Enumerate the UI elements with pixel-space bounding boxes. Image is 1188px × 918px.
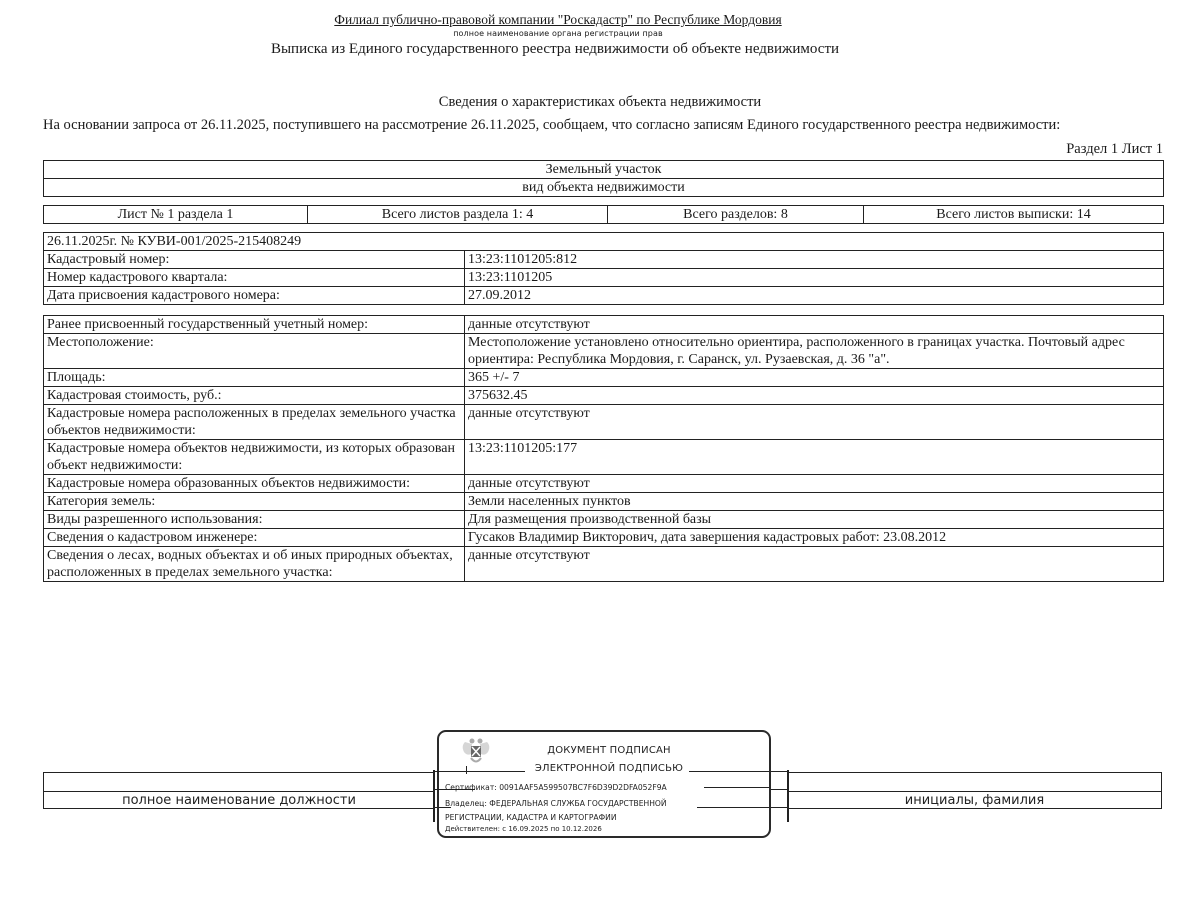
coat-of-arms-emblem-icon bbox=[459, 736, 493, 766]
row-label: Кадастровые номера расположенных в пределах земельного участка объектов недвижимости: bbox=[44, 405, 465, 440]
table-row bbox=[44, 529, 1164, 547]
object-type-value: Земельный участок bbox=[44, 161, 1164, 179]
row-label: Дата присвоения кадастрового номера: bbox=[44, 287, 465, 305]
position-caption: полное наименование должности bbox=[122, 793, 356, 808]
row-value: данные отсутствуют bbox=[465, 405, 1164, 440]
row-value: Для размещения производственной базы bbox=[465, 511, 1164, 529]
table-row bbox=[44, 251, 1164, 269]
row-label: Кадастровые номера объектов недвижимости, из которых образован объект недвижимости: bbox=[44, 440, 465, 475]
stamp-title-line2: ЭЛЕКТРОННОЙ ПОДПИСЬЮ bbox=[534, 763, 684, 774]
stamp-owner-line2: РЕГИСТРАЦИИ, КАДАСТРА И КАРТОГРАФИИ bbox=[445, 813, 617, 822]
registration-authority-name: Филиал публично-правовой компании "Роскадастр" по Республике Мордовия bbox=[334, 12, 782, 27]
table-row bbox=[44, 440, 1164, 475]
section-title: Сведения о характеристиках объекта недвижимости bbox=[438, 94, 762, 110]
pages-info-table bbox=[43, 205, 1164, 224]
row-label: Категория земель: bbox=[44, 493, 465, 511]
row-label: Номер кадастрового квартала: bbox=[44, 269, 465, 287]
row-value: 13:23:1101205:177 bbox=[465, 440, 1164, 475]
stamp-certificate: Сертификат: 0091AAF5A599507BC7F6D39D2DFA052F9A bbox=[445, 783, 667, 792]
row-label: Виды разрешенного использования: bbox=[44, 511, 465, 529]
stamp-owner-line1: Владелец: ФЕДЕРАЛЬНАЯ СЛУЖБА ГОСУДАРСТВЕННОЙ bbox=[445, 799, 667, 808]
row-label: Местоположение: bbox=[44, 334, 465, 369]
row-label: Кадастровый номер: bbox=[44, 251, 465, 269]
sheet-number: Лист № 1 раздела 1 bbox=[44, 206, 308, 224]
position-signature-field bbox=[43, 772, 435, 809]
document-title: Выписка из Единого государственного реестра недвижимости об объекте недвижимости bbox=[270, 41, 840, 57]
table-row bbox=[44, 387, 1164, 405]
table-row bbox=[44, 493, 1164, 511]
table-row bbox=[44, 369, 1164, 387]
stamp-title-line1: ДОКУМЕНТ ПОДПИСАН bbox=[547, 745, 671, 756]
request-basis-text: На основании запроса от 26.11.2025, поступившего на рассмотрение 26.11.2025, сообщаем, что согласно записям Единого государственного реестра недвижимости: bbox=[43, 117, 1061, 133]
row-label: Площадь: bbox=[44, 369, 465, 387]
name-caption: инициалы, фамилия bbox=[904, 793, 1045, 808]
row-label: Кадастровые номера образованных объектов недвижимости: bbox=[44, 475, 465, 493]
request-reference: 26.11.2025г. № КУВИ-001/2025-215408249 bbox=[44, 233, 1164, 251]
electronic-signature-stamp bbox=[437, 730, 771, 838]
row-value: 13:23:1101205:812 bbox=[465, 251, 1164, 269]
sections-total: Всего разделов: 8 bbox=[608, 206, 864, 224]
object-type-table bbox=[43, 160, 1164, 197]
table-row bbox=[44, 287, 1164, 305]
extract-sheets-total: Всего листов выписки: 14 bbox=[864, 206, 1164, 224]
row-label: Ранее присвоенный государственный учетный номер: bbox=[44, 316, 465, 334]
table-row bbox=[44, 475, 1164, 493]
table-row bbox=[44, 405, 1164, 440]
registration-authority-caption: полное наименование органа регистрации прав bbox=[453, 29, 663, 38]
table-row bbox=[44, 547, 1164, 582]
table-row bbox=[44, 316, 1164, 334]
row-value: Местоположение установлено относительно ориентира, расположенного в границах участка. Почтовый адрес ориентира: Республика Мордовия, г. Саранск, ул. Рузаевская, д. 36 "а". bbox=[465, 334, 1164, 369]
row-value: данные отсутствуют bbox=[465, 475, 1164, 493]
identification-table bbox=[43, 232, 1164, 305]
section-sheet-label: Раздел 1 Лист 1 bbox=[1066, 141, 1163, 157]
row-value: данные отсутствуют bbox=[465, 316, 1164, 334]
row-value: Земли населенных пунктов bbox=[465, 493, 1164, 511]
table-row bbox=[44, 511, 1164, 529]
row-value: Гусаков Владимир Викторович, дата завершения кадастровых работ: 23.08.2012 bbox=[465, 529, 1164, 547]
table-row bbox=[44, 269, 1164, 287]
row-value: данные отсутствуют bbox=[465, 547, 1164, 582]
table-row bbox=[44, 334, 1164, 369]
characteristics-table bbox=[43, 315, 1164, 582]
row-value: 13:23:1101205 bbox=[465, 269, 1164, 287]
row-value: 375632.45 bbox=[465, 387, 1164, 405]
section-sheets-total: Всего листов раздела 1: 4 bbox=[308, 206, 608, 224]
row-label: Сведения о лесах, водных объектах и об иных природных объектах, расположенных в пределах земельного участка: bbox=[44, 547, 465, 582]
stamp-validity: Действителен: с 16.09.2025 по 10.12.2026 bbox=[445, 825, 602, 833]
row-label: Кадастровая стоимость, руб.: bbox=[44, 387, 465, 405]
row-value: 27.09.2012 bbox=[465, 287, 1164, 305]
name-signature-field bbox=[787, 772, 1162, 809]
row-value: 365 +/- 7 bbox=[465, 369, 1164, 387]
row-label: Сведения о кадастровом инженере: bbox=[44, 529, 465, 547]
object-type-caption: вид объекта недвижимости bbox=[44, 179, 1164, 197]
